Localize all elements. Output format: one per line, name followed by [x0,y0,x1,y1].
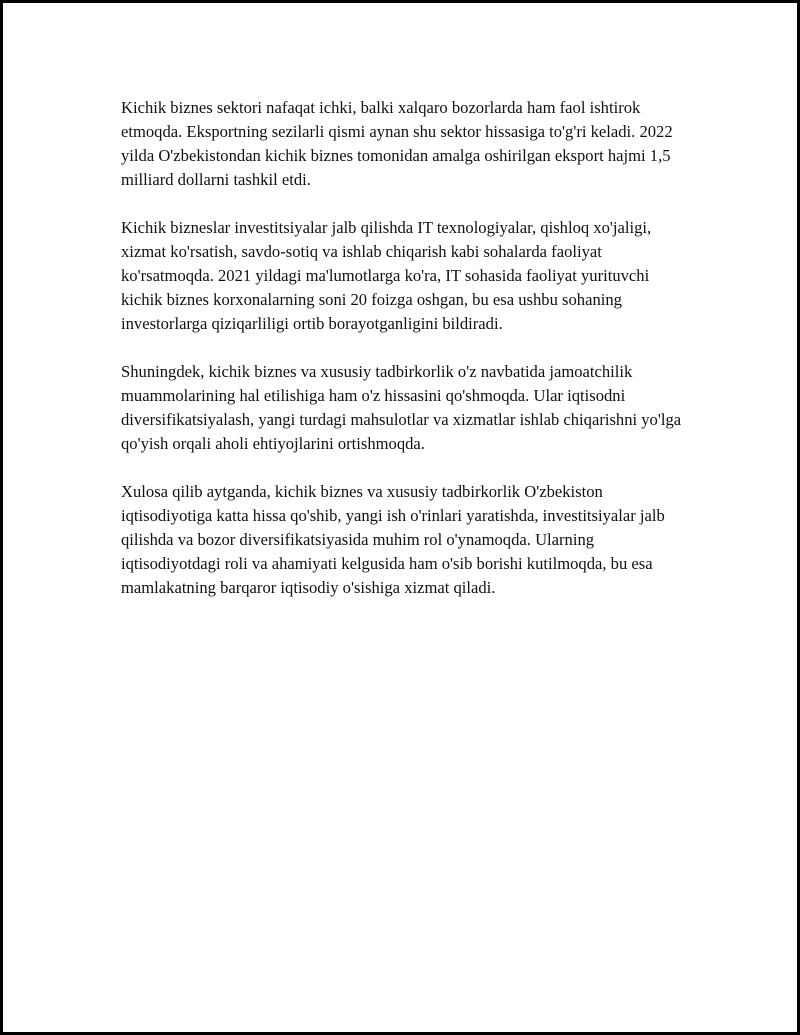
paragraph-1: Kichik biznes sektori nafaqat ichki, balki xalqaro bozorlarda ham faol ishtirok etmoqda. Eksportning sezilarli qismi aynan shu sektor hissasiga to'g'ri keladi. 2022 yilda O'zbekistondan kichik biznes tomonidan amalga oshirilgan eksport hajmi 1,5 milliard dollarni tashkil etdi. [121,98,673,189]
paragraph-3: Shuningdek, kichik biznes va xususiy tadbirkorlik o'z navbatida jamoatchilik muammolarining hal etilishiga ham o'z hissasini qo'shmoqda. Ular iqtisodni diversifikatsiyalash, yangi turdagi mahsulotlar va xizmatlar ishlab chiqarishni yo'lga qo'yish orqali aholi ehtiyojlarini ortishmoqda. [121,362,682,453]
paragraph-2: Kichik bizneslar investitsiyalar jalb qilishda IT texnologiyalar, qishloq xo'jaligi, xizmat ko'rsatish, savdo-sotiq va ishlab chiqarish kabi sohalarda faoliyat ko'rsatmoqda. 2021 yildagi ma'lumotlarga ko'ra, IT sohasida faoliyat yurituvchi kichik biznes korxonalarning soni 20 foizga oshgan, bu esa ushbu sohaning investorlarga qiziqarliligi ortib borayotganligini bildiradi. [121,218,652,333]
document-body [121,96,691,624]
paragraph-4: Xulosa qilib aytganda, kichik biznes va xususiy tadbirkorlik O'zbekiston iqtisodiyotiga katta hissa qo'shib, yangi ish o'rinlari yaratishda, investitsiyalar jalb qilishda va bozor diversifikatsiyasida muhim rol o'ynamoqda. Ularning iqtisodiyotdagi roli va ahamiyati kelgusida ham o'sib borishi kutilmoqda, bu esa mamlakatning barqaror iqtisodiy o'sishiga xizmat qiladi. [121,482,665,597]
